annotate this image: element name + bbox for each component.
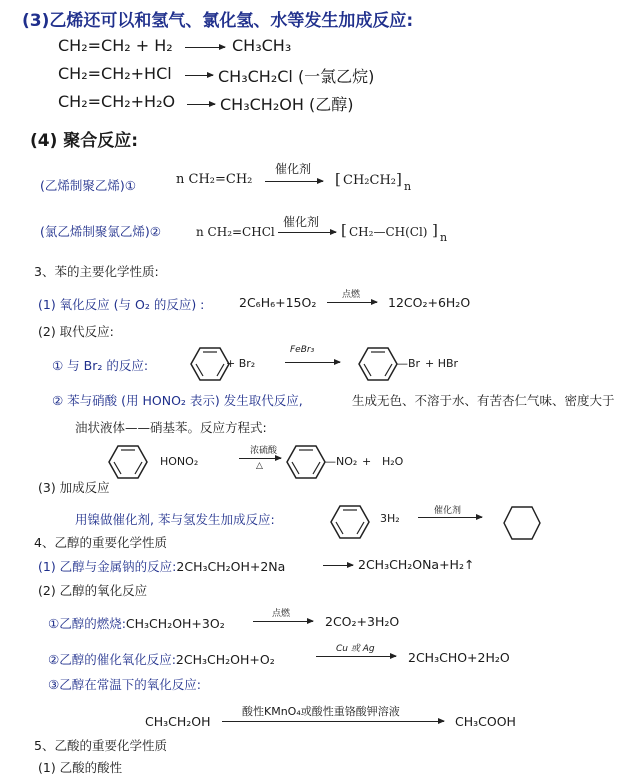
polymer-2-product: CH₂—CH(Cl) [349,225,428,239]
reaction-arrow [285,362,340,363]
combustion-left: CH₃CH₂OH+3O₂ [125,616,225,631]
reaction-arrow [185,47,225,48]
reaction-arrow [323,565,353,566]
catalytic-oxidation-right: 2CH₃CHO+2H₂O [408,650,510,665]
acetic-acid-acidity-title: (1) 乙酸的酸性 [38,760,123,775]
combustion-right: 2CO₂+3H₂O [325,614,400,629]
nitration-reagent: HONO₂ [160,455,199,468]
benzene-ring-icon [190,346,230,382]
bromination-label: ① 与 Br₂ 的反应: [52,358,149,373]
hydrogenation-condition: 催化剂 [434,506,462,516]
polymer-2-label: (氯乙烯制聚氯乙烯)② [40,224,161,239]
catalytic-oxidation-condition: Cu 或 Ag [336,644,375,654]
equation-2-right: CH₃CH₂Cl (一氯乙烷) [218,67,375,86]
hydrogen-reagent: 3H₂ [380,512,400,525]
oxidation-condition: 点燃 [342,290,361,300]
section-4-title: (4) 聚合反应: [30,131,139,151]
bracket-open: [ [341,221,347,239]
oxidation-title: (2) 乙醇的氧化反应 [38,583,148,598]
room-temp-oxidation-condition: 酸性KMnO₄或酸性重铬酸钾溶液 [242,705,400,718]
ethanol-section-title: 4、乙醇的重要化学性质 [34,535,167,550]
reaction-arrow [316,656,396,657]
benzene-ring-icon [358,346,398,382]
bracket-close: ] [396,170,402,188]
nitrobenzene-substituent: —NO₂ [325,455,358,468]
bromobenzene-substituent: —Br [397,357,421,370]
benzene-section-title: 3、苯的主要化学性质: [34,264,159,279]
water-product: H₂O [382,455,404,468]
bracket-open: [ [335,170,341,188]
nitration-description: 生成无色、不溶于水、有苦杏仁气味、密度大于 [352,393,615,408]
hbr-product: + HBr [425,357,459,370]
polymer-1-label: (乙烯制聚乙烯)① [40,178,136,193]
reaction-arrow [222,721,444,722]
room-temp-oxidation-left: CH₃CH₂OH [145,714,211,729]
addition-title: (3) 加成反应 [38,480,110,495]
hydrogenation-label: 用镍做催化剂, 苯与氢发生加成反应: [75,512,275,527]
reaction-arrow [327,302,377,303]
nitration-description-2: 油状液体——硝基苯。反应方程式: [75,420,267,435]
equation-3-left: CH₂=CH₂+H₂O [58,92,176,111]
nitration-condition: 浓硫酸 [250,446,278,456]
section-3-title: (3)乙烯还可以和氢气、氯化氢、水等发生加成反应: [22,11,414,31]
catalytic-oxidation-left: 2CH₃CH₂OH+O₂ [175,652,275,667]
sodium-reaction-left: 2CH₃CH₂OH+2Na [176,559,286,574]
polymer-2-reactant: n CH₂=CHCl [196,225,275,239]
polymer-1-reactant: n CH₂=CH₂ [176,172,253,187]
polymer-1-product: CH₂CH₂ [343,173,396,188]
combustion-row: ①乙醇的燃烧:CH₃CH₂OH+3O₂ [48,616,225,631]
equation-1-right: CH₃CH₃ [232,36,292,55]
combustion-condition: 点燃 [272,609,291,619]
room-temp-oxidation-label: ③乙醇在常温下的氧化反应: [48,677,201,692]
bromination-reagent: + Br₂ [226,357,256,370]
sodium-reaction-right: 2CH₃CH₂ONa+H₂↑ [358,557,475,572]
acetic-acid-section-title: 5、乙酸的重要化学性质 [34,738,167,753]
equation-2-left: CH₂=CH₂+HCl [58,64,172,83]
sodium-reaction-label: (1) 乙醇与金属钠的反应:2CH₃CH₂OH+2Na [38,559,286,574]
polymer-2-n: n [440,231,448,244]
polymer-1-catalyst: 催化剂 [275,162,312,176]
reaction-arrow [253,621,313,622]
reaction-arrow [239,458,281,459]
polymer-1-n: n [404,180,412,193]
equation-1-left: CH₂=CH₂ + H₂ [58,36,173,55]
oxidation-right: 12CO₂+6H₂O [388,295,471,310]
oxidation-left: 2C₆H₆+15O₂ [239,295,317,310]
equation-3-right: CH₃CH₂OH (乙醇) [220,95,354,114]
heat-condition: △ [256,461,263,471]
polymer-2-catalyst: 催化剂 [283,215,320,229]
oxidation-label: (1) 氧化反应 (与 O₂ 的反应) : [38,297,205,312]
reaction-arrow [265,181,323,182]
reaction-arrow [187,104,215,105]
catalytic-oxidation-row: ②乙醇的催化氧化反应:2CH₃CH₂OH+O₂ [48,652,275,667]
cyclohexane-ring-icon [503,506,541,540]
bracket-close: ] [432,221,438,239]
bromination-condition: FeBr₃ [290,345,315,355]
substitution-title: (2) 取代反应: [38,324,114,339]
benzene-ring-icon [108,444,148,480]
benzene-ring-icon [286,444,326,480]
reaction-arrow [278,232,336,233]
nitration-label: ② 苯与硝酸 (用 HONO₂ 表示) 发生取代反应, [52,393,303,408]
plus-sign: + [362,455,372,468]
room-temp-oxidation-right: CH₃COOH [455,714,516,729]
reaction-arrow [185,75,213,76]
benzene-ring-icon [330,504,370,540]
reaction-arrow [418,517,482,518]
